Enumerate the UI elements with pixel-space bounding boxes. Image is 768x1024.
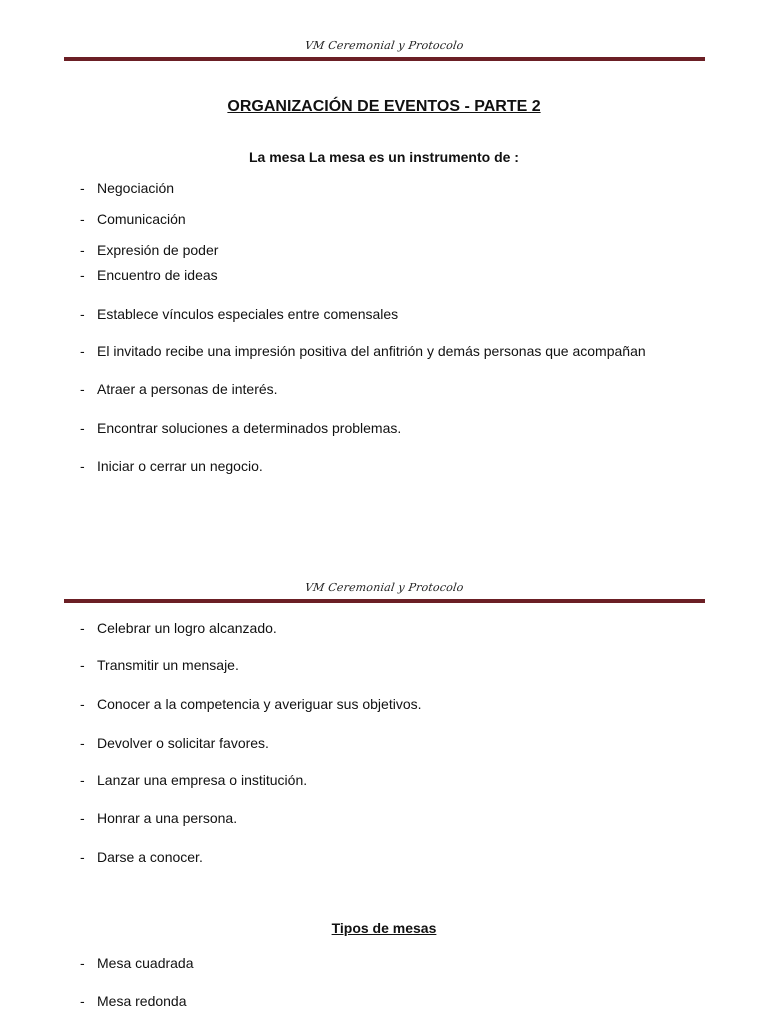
header-logo-text: VM Ceremonial y Protocolo — [304, 581, 465, 594]
bullet-dash: - — [80, 657, 85, 673]
list-item-text: El invitado recibe una impresión positiva del anfitrión y demás personas que acompañan — [97, 343, 646, 359]
list-item — [80, 305, 398, 323]
list-item-text: Conocer a la competencia y averiguar sus objetivos. — [97, 696, 422, 712]
list-item — [80, 342, 646, 360]
header-logo-text: VM Ceremonial y Protocolo — [304, 39, 465, 52]
list-item-text: Encontrar soluciones a determinados problemas. — [97, 420, 402, 436]
list-item-text: Mesa cuadrada — [97, 955, 194, 971]
bullet-dash: - — [80, 343, 85, 359]
list-item — [80, 992, 187, 1010]
list-item-text: Negociación — [97, 180, 175, 196]
bullet-dash: - — [80, 267, 85, 283]
list-item-text: Devolver o solicitar favores. — [97, 735, 269, 751]
header-rule — [64, 57, 705, 61]
list-item — [80, 241, 218, 259]
bullet-dash: - — [80, 211, 85, 227]
list-item-text: Iniciar o cerrar un negocio. — [97, 458, 263, 474]
list-item-text: Darse a conocer. — [97, 849, 203, 865]
list-item — [80, 179, 174, 197]
list-item-text: Transmitir un mensaje. — [97, 657, 239, 673]
section-subtitle: La mesa La mesa es un instrumento de : — [249, 149, 519, 165]
bullet-dash: - — [80, 306, 85, 322]
list-item — [80, 954, 194, 972]
list-item — [80, 210, 186, 228]
bullet-dash: - — [80, 180, 85, 196]
bullet-dash: - — [80, 620, 85, 636]
bullet-dash: - — [80, 458, 85, 474]
list-item-text: Honrar a una persona. — [97, 810, 238, 826]
list-item — [80, 457, 263, 475]
list-item — [80, 380, 278, 398]
bullet-dash: - — [80, 420, 85, 436]
bullet-dash: - — [80, 696, 85, 712]
list-item-text: Lanzar una empresa o institución. — [97, 772, 308, 788]
list-item-text: Celebrar un logro alcanzado. — [97, 620, 277, 636]
bullet-dash: - — [80, 772, 85, 788]
list-item-text: Comunicación — [97, 211, 186, 227]
list-item — [80, 619, 277, 637]
bullet-dash: - — [80, 849, 85, 865]
list-item — [80, 656, 239, 674]
list-item — [80, 266, 218, 284]
list-item — [80, 734, 269, 752]
list-item-text: Mesa redonda — [97, 993, 187, 1009]
bullet-dash: - — [80, 955, 85, 971]
list-item — [80, 695, 422, 713]
bullet-dash: - — [80, 735, 85, 751]
list-item-text: Encuentro de ideas — [97, 267, 218, 283]
list-item — [80, 771, 307, 789]
bullet-dash: - — [80, 993, 85, 1009]
bullet-dash: - — [80, 381, 85, 397]
list-item-text: Atraer a personas de interés. — [97, 381, 278, 397]
document-title: ORGANIZACIÓN DE EVENTOS - PARTE 2 — [227, 98, 541, 115]
list-item-text: Establece vínculos especiales entre comensales — [97, 306, 399, 322]
bullet-dash: - — [80, 242, 85, 258]
bullet-dash: - — [80, 810, 85, 826]
list-item — [80, 419, 401, 437]
header-rule — [64, 599, 705, 603]
list-item — [80, 848, 203, 866]
list-item — [80, 809, 237, 827]
section-heading: Tipos de mesas — [331, 920, 437, 936]
list-item-text: Expresión de poder — [97, 242, 219, 258]
